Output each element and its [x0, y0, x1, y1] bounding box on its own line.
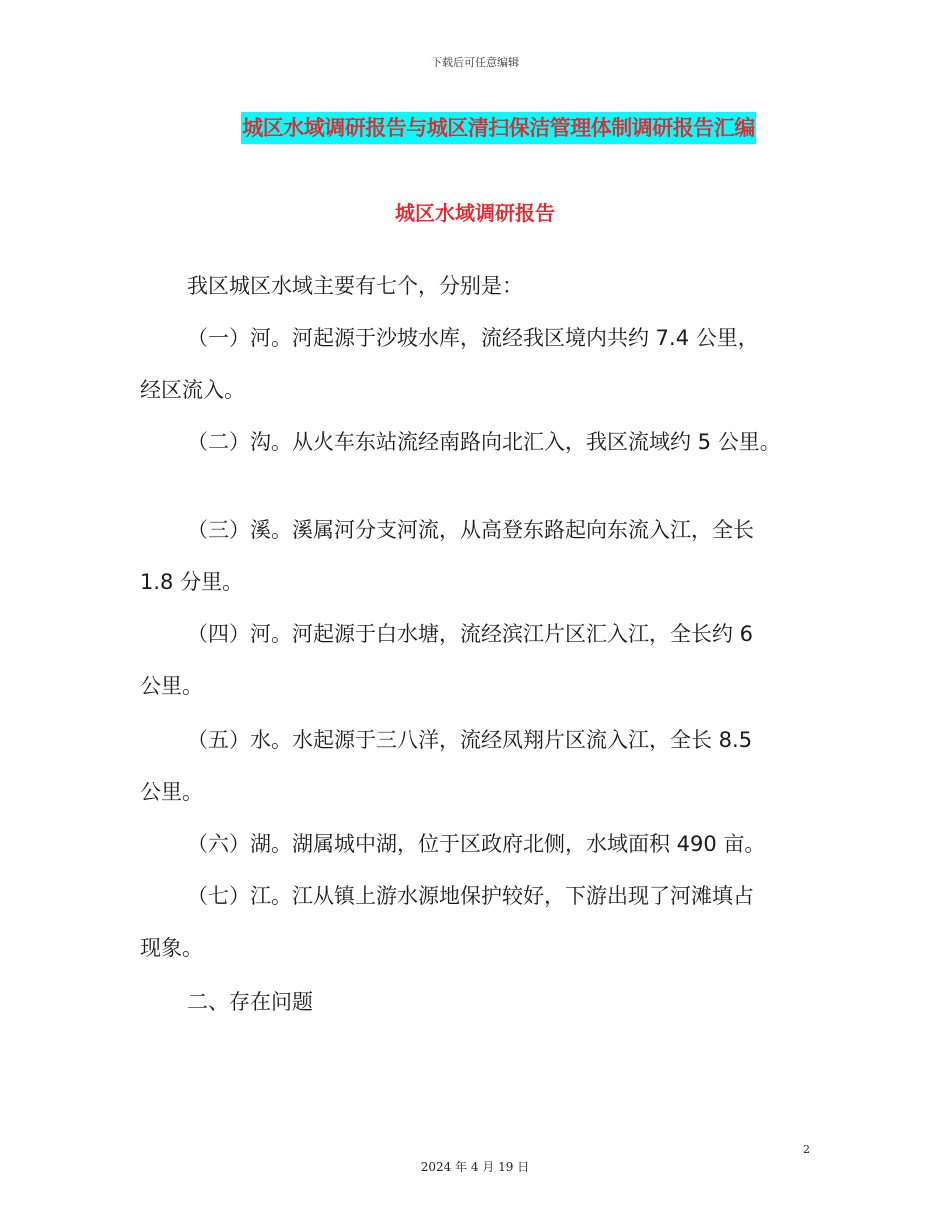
item-1-line2: 经区流入。 [140, 378, 245, 402]
sub-title: 城区水域调研报告 [395, 201, 555, 225]
section-heading-paragraph [140, 976, 830, 1028]
item-paragraph-6 [140, 818, 830, 870]
item-5-line2: 公里。 [140, 780, 203, 804]
item-paragraph-7 [140, 870, 830, 974]
item-4-line1: （四）河。河起源于白水塘，流经滨江片区汇入江，全长约 6 [187, 622, 754, 646]
item-5-line1: （五）水。水起源于三八洋，流经凤翔片区流入江，全长 8.5 [187, 728, 753, 752]
main-title: 城区水域调研报告与城区清扫保洁管理体制调研报告汇编 [241, 112, 756, 144]
item-7-line1: （七）江。江从镇上游水源地保护较好，下游出现了河滩填占 [187, 884, 754, 908]
item-7-line2: 现象。 [140, 936, 203, 960]
item-3-line2: 1.8 分里。 [140, 570, 244, 594]
item-paragraph-3 [140, 504, 830, 608]
item-3-line1: （三）溪。溪属河分支河流，从高登东路起向东流入江，全长 [187, 518, 754, 542]
item-6-line1: （六）湖。湖属城中湖，位于区政府北侧，水域面积 490 亩。 [187, 832, 766, 856]
footer-date: 2024 年 4 月 19 日 [420, 1160, 530, 1174]
section-heading: 二、存在问题 [187, 990, 313, 1014]
intro-paragraph [140, 260, 830, 312]
page-number: 2 [803, 1143, 810, 1156]
header-note: 下载后可任意编辑 [431, 56, 519, 69]
item-4-line2: 公里。 [140, 674, 203, 698]
item-paragraph-5 [140, 714, 830, 818]
item-paragraph-4 [140, 608, 830, 712]
main-title-container [0, 112, 950, 144]
item-paragraph-1 [140, 312, 830, 416]
intro-text: 我区城区水域主要有七个，分别是： [187, 274, 523, 298]
item-paragraph-2 [140, 416, 830, 468]
item-2-line1: （二）沟。从火车东站流经南路向北汇入，我区流域约 5 公里。 [187, 430, 781, 454]
item-1-line1: （一）河。河起源于沙坡水库，流经我区境内共约 7.4 公里， [187, 326, 759, 350]
